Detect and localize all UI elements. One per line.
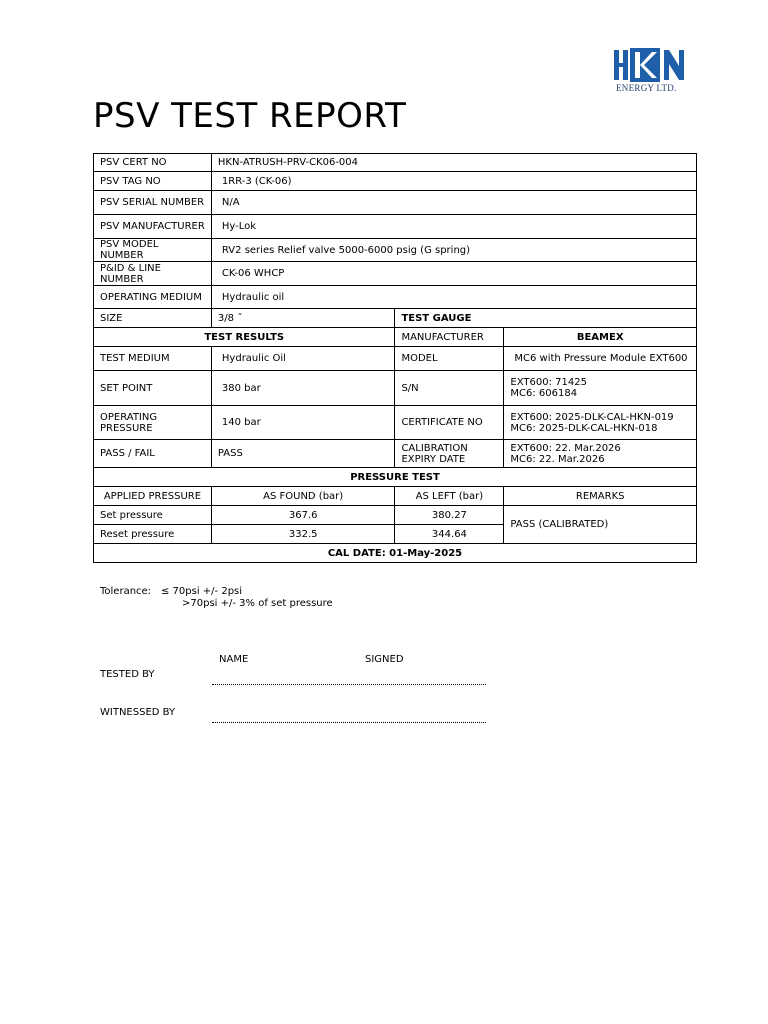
column-header: AS FOUND (bar) — [211, 487, 395, 506]
table-row — [94, 544, 697, 563]
gauge-label: S/N — [395, 371, 504, 406]
test-gauge-header: TEST GAUGE — [395, 309, 697, 328]
test-results-header: TEST RESULTS — [94, 328, 395, 347]
result-value: 380 bar — [211, 371, 395, 406]
gauge-value: EXT600: 22. Mar.2026 MC6: 22. Mar.2026 — [504, 440, 697, 468]
table-row — [94, 239, 697, 262]
result-label: PASS / FAIL — [94, 440, 212, 468]
info-label: PSV SERIAL NUMBER — [94, 191, 212, 215]
info-value: HKN-ATRUSH-PRV-CK06-004 — [211, 154, 696, 172]
result-label: SET POINT — [94, 371, 212, 406]
result-label: TEST MEDIUM — [94, 347, 212, 371]
info-label: PSV MANUFACTURER — [94, 215, 212, 239]
table-row — [94, 406, 697, 440]
info-value: RV2 series Relief valve 5000-6000 psig (G spring) — [211, 239, 696, 262]
info-label: PSV MODEL NUMBER — [94, 239, 212, 262]
gauge-value: EXT600: 71425 MC6: 606184 — [504, 371, 697, 406]
table-row — [94, 440, 697, 468]
as-found-value: 367.6 — [211, 506, 395, 525]
gauge-value: BEAMEX — [504, 328, 697, 347]
as-left-value: 380.27 — [395, 506, 504, 525]
witnessed-by-label: WITNESSED BY — [100, 707, 176, 718]
cal-date: CAL DATE: 01-May-2025 — [94, 544, 697, 563]
table-row — [94, 309, 697, 328]
remarks-value: PASS (CALIBRATED) — [504, 506, 697, 544]
column-header: AS LEFT (bar) — [395, 487, 504, 506]
result-value: PASS — [211, 440, 395, 468]
as-found-value: 332.5 — [211, 525, 395, 544]
column-header: REMARKS — [504, 487, 697, 506]
table-row — [94, 191, 697, 215]
size-value: 3/8 ˝ — [211, 309, 395, 328]
logo-subtitle: ENERGY LTD. — [616, 83, 677, 93]
table-row — [94, 262, 697, 286]
size-label: SIZE — [94, 309, 212, 328]
table-row — [94, 347, 697, 371]
report-table — [93, 153, 697, 563]
gauge-label: MANUFACTURER — [395, 328, 504, 347]
gauge-label: CALIBRATION EXPIRY DATE — [395, 440, 504, 468]
signed-header: SIGNED — [365, 654, 404, 665]
pressure-test-header: PRESSURE TEST — [94, 468, 697, 487]
tolerance-line-2: >70psi +/- 3% of set pressure — [182, 598, 333, 609]
table-row — [94, 328, 697, 347]
name-header: NAME — [219, 654, 249, 665]
witnessed-by-line — [212, 722, 486, 723]
info-value: Hy-Lok — [211, 215, 696, 239]
page-title: PSV TEST REPORT — [93, 96, 407, 136]
tested-by-line — [212, 684, 486, 685]
info-value: 1RR-3 (CK-06) — [211, 172, 696, 191]
table-row — [94, 487, 697, 506]
info-label: OPERATING MEDIUM — [94, 286, 212, 309]
result-value: Hydraulic Oil — [211, 347, 395, 371]
gauge-value: MC6 with Pressure Module EXT600 — [504, 347, 697, 371]
info-label: P&ID & LINE NUMBER — [94, 262, 212, 286]
table-row — [94, 371, 697, 406]
info-value: CK-06 WHCP — [211, 262, 696, 286]
info-value: Hydraulic oil — [211, 286, 696, 309]
result-value: 140 bar — [211, 406, 395, 440]
table-row — [94, 154, 697, 172]
tolerance-label: Tolerance: — [100, 586, 152, 597]
column-header: APPLIED PRESSURE — [94, 487, 212, 506]
as-left-value: 344.64 — [395, 525, 504, 544]
info-value: N/A — [211, 191, 696, 215]
table-row — [94, 506, 697, 525]
pressure-label: Reset pressure — [94, 525, 212, 544]
result-label: OPERATING PRESSURE — [94, 406, 212, 440]
tolerance-line-1: ≤ 70psi +/- 2psi — [161, 586, 243, 597]
gauge-label: MODEL — [395, 347, 504, 371]
table-row — [94, 215, 697, 239]
pressure-label: Set pressure — [94, 506, 212, 525]
info-label: PSV TAG NO — [94, 172, 212, 191]
table-row — [94, 172, 697, 191]
gauge-label: CERTIFICATE NO — [395, 406, 504, 440]
gauge-value: EXT600: 2025-DLK-CAL-HKN-019 MC6: 2025-DLK-CAL-HKN-018 — [504, 406, 697, 440]
info-label: PSV CERT NO — [94, 154, 212, 172]
table-row — [94, 468, 697, 487]
table-row — [94, 286, 697, 309]
tested-by-label: TESTED BY — [100, 669, 155, 680]
